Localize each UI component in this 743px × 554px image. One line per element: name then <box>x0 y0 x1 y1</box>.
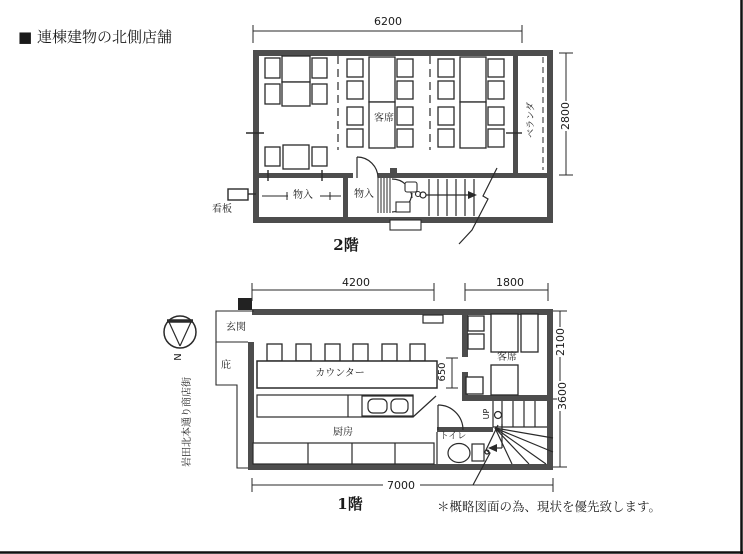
room-label-toilet: トイレ <box>439 431 467 442</box>
dim-2800-label: 2800 <box>559 102 573 130</box>
dim-3600-label: 3600 <box>556 382 570 410</box>
room-label-eaves: 庇 <box>221 359 231 371</box>
north-arrow-icon <box>164 316 196 348</box>
room-label-veranda: ベランダ <box>526 102 537 138</box>
dim-7000-label: 7000 <box>387 479 415 493</box>
floor1-door-arc <box>438 405 463 430</box>
room-label-seating-1f: 客席 <box>497 351 517 363</box>
dim-650-label: 650 <box>436 362 448 382</box>
floor2-toilet-fixtures <box>390 182 421 230</box>
floor2-stairs <box>420 168 497 244</box>
room-label-counter: カウンター <box>315 367 365 379</box>
dim-1800-label: 1800 <box>496 276 524 290</box>
room-label-storage-1: 物入 <box>293 189 313 201</box>
stairs-up-label: UP <box>481 408 491 420</box>
floor1-counter-and-stools <box>257 344 437 388</box>
dim-4200-label: 4200 <box>342 276 370 290</box>
room-label-seating-2f: 客席 <box>374 112 394 124</box>
sheet-title: ■ 連棟建物の北側店舗 <box>18 28 172 46</box>
floor1-kitchen-counters <box>253 315 443 464</box>
street-name-label: 岩田北本通り商店街 <box>181 377 193 467</box>
dim-2100-label: 2100 <box>554 328 568 356</box>
room-label-kitchen: 厨房 <box>333 426 353 438</box>
room-label-entrance: 玄関 <box>226 321 246 333</box>
room-label-storage-2: 物入 <box>354 188 374 200</box>
floor1-title: 1階 <box>337 495 363 514</box>
dim-6200-label: 6200 <box>374 15 402 29</box>
note-text: ＊概略図面の為、現状を優先致します。 <box>437 499 662 514</box>
room-label-signboard: 看板 <box>212 203 232 215</box>
floor1-corner-post <box>238 298 252 310</box>
floor2-title: 2階 <box>333 236 359 255</box>
north-label: N <box>172 353 184 361</box>
floor2-signboard <box>228 189 256 200</box>
